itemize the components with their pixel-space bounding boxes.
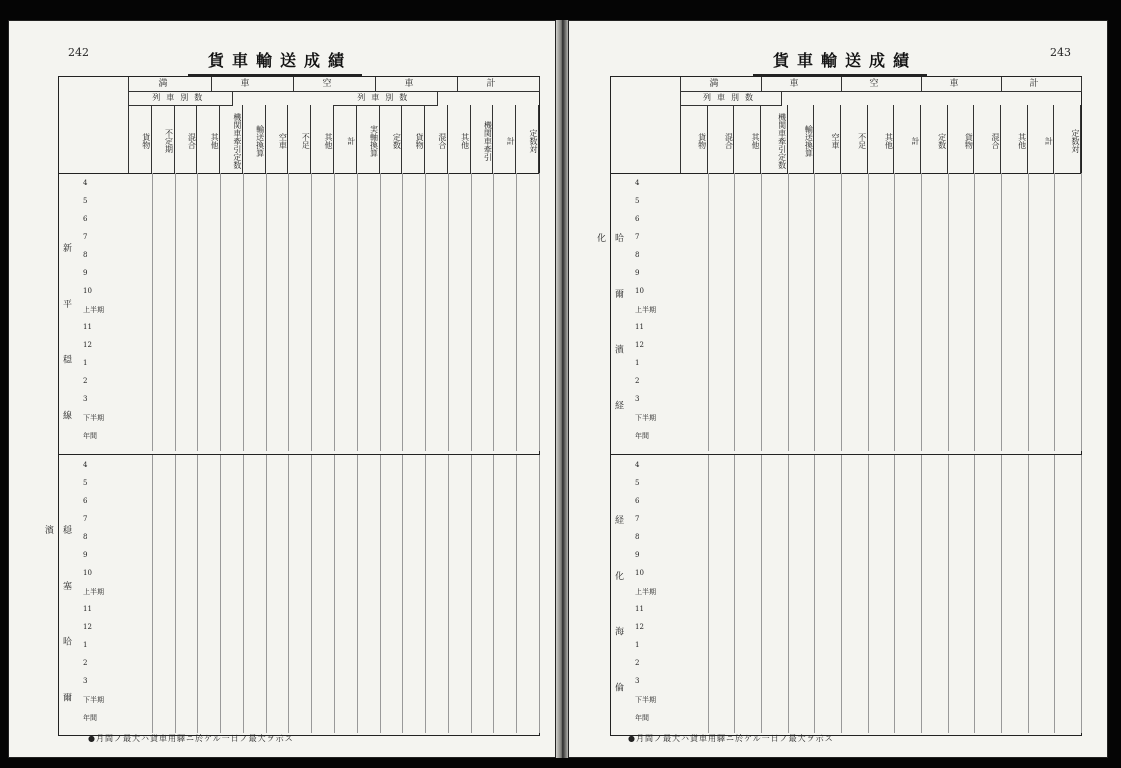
data-column bbox=[948, 173, 976, 451]
row-label: 11 bbox=[635, 605, 644, 613]
row-label: 11 bbox=[635, 323, 644, 331]
data-column bbox=[448, 173, 472, 451]
column-header: 貨物 bbox=[681, 105, 708, 173]
data-column bbox=[357, 173, 381, 451]
data-column bbox=[681, 455, 709, 733]
row-label: 3 bbox=[83, 395, 88, 403]
data-column bbox=[516, 173, 540, 451]
data-column bbox=[425, 173, 449, 451]
data-column bbox=[1028, 455, 1056, 733]
data-column bbox=[1001, 455, 1029, 733]
column-group-header: 計 bbox=[457, 77, 540, 92]
data-column bbox=[761, 455, 789, 733]
right-page bbox=[568, 20, 1108, 758]
data-column bbox=[197, 455, 221, 733]
row-label: 12 bbox=[635, 623, 644, 631]
column-subgroup-header: 列車別数 bbox=[681, 91, 782, 106]
row-label: 5 bbox=[635, 479, 640, 487]
column-header: 混合 bbox=[175, 105, 198, 173]
column-header: 定数 bbox=[921, 105, 948, 173]
row-label: 2 bbox=[635, 377, 640, 385]
data-column bbox=[243, 173, 267, 451]
column-header: 定数 bbox=[380, 105, 403, 173]
data-column bbox=[708, 173, 736, 451]
column-header: 空車 bbox=[814, 105, 841, 173]
row-label: 7 bbox=[635, 233, 640, 241]
row-label: 10 bbox=[635, 287, 644, 295]
row-header-corner bbox=[611, 77, 681, 173]
book-spine bbox=[556, 20, 568, 758]
data-column bbox=[129, 455, 153, 733]
footnote: ●月間ノ最大ハ貨車用驛ニ於ケル一日ノ最大ヲ示ス bbox=[628, 734, 834, 743]
data-column bbox=[493, 173, 517, 451]
column-header: 計 bbox=[493, 105, 516, 173]
row-label: 10 bbox=[83, 569, 92, 577]
row-label: 12 bbox=[83, 623, 92, 631]
row-label: 4 bbox=[635, 179, 640, 187]
data-table bbox=[595, 76, 1082, 736]
column-header: 混合 bbox=[425, 105, 448, 173]
column-header: 貨物 bbox=[948, 105, 975, 173]
row-label: 年間 bbox=[83, 432, 97, 440]
column-header: 其他 bbox=[311, 105, 334, 173]
column-header: 輸送換算 bbox=[788, 105, 815, 173]
data-column bbox=[868, 173, 896, 451]
row-label: 11 bbox=[83, 323, 92, 331]
data-column bbox=[894, 173, 922, 451]
row-label: 10 bbox=[83, 287, 92, 295]
column-header: 計 bbox=[1028, 105, 1055, 173]
data-column bbox=[380, 455, 404, 733]
row-label: 1 bbox=[635, 641, 640, 649]
data-column bbox=[288, 173, 312, 451]
page-number: 242 bbox=[68, 46, 89, 59]
page-title: 貨車輸送成績 bbox=[208, 48, 352, 71]
row-label: 6 bbox=[83, 497, 88, 505]
data-column bbox=[734, 173, 762, 451]
column-group-header: 車 bbox=[761, 77, 842, 92]
data-column bbox=[152, 173, 176, 451]
row-label: 7 bbox=[83, 515, 88, 523]
column-header: 混合 bbox=[974, 105, 1001, 173]
data-column bbox=[516, 455, 540, 733]
row-label: 5 bbox=[83, 479, 88, 487]
column-group-header: 満 bbox=[681, 77, 762, 92]
data-column bbox=[402, 455, 426, 733]
column-header: 実軸換算 bbox=[357, 105, 380, 173]
row-header-corner bbox=[59, 77, 129, 173]
column-header: 混合 bbox=[708, 105, 735, 173]
row-label: 4 bbox=[83, 461, 88, 469]
data-column bbox=[220, 173, 244, 451]
data-column bbox=[761, 173, 789, 451]
column-group-header: 車 bbox=[211, 77, 294, 92]
row-label: 1 bbox=[83, 641, 88, 649]
column-header: 計 bbox=[894, 105, 921, 173]
row-label: 9 bbox=[635, 551, 640, 559]
data-column bbox=[814, 455, 842, 733]
data-column bbox=[493, 455, 517, 733]
data-column bbox=[814, 173, 842, 451]
row-label: 10 bbox=[635, 569, 644, 577]
data-column bbox=[1001, 173, 1029, 451]
row-label: 上半期 bbox=[635, 306, 656, 314]
column-header: 貨物 bbox=[129, 105, 152, 173]
data-column bbox=[841, 455, 869, 733]
column-header: 機関車牽引 bbox=[471, 105, 494, 173]
section-label: 哈 爾 濱 経 化 bbox=[595, 233, 623, 432]
column-group-header: 空 bbox=[293, 77, 376, 92]
row-label: 6 bbox=[635, 497, 640, 505]
row-label: 12 bbox=[635, 341, 644, 349]
data-column bbox=[868, 455, 896, 733]
column-group-header: 計 bbox=[1001, 77, 1082, 92]
row-label: 7 bbox=[83, 233, 88, 241]
data-column bbox=[471, 173, 495, 451]
column-header: 貨物 bbox=[402, 105, 425, 173]
column-header: 空車 bbox=[266, 105, 289, 173]
data-column bbox=[448, 455, 472, 733]
data-column bbox=[288, 455, 312, 733]
section-label: 穏 塞 哈 爾 濱 bbox=[43, 525, 71, 724]
row-label: 8 bbox=[635, 251, 640, 259]
column-header: 其他 bbox=[1001, 105, 1028, 173]
data-column bbox=[425, 455, 449, 733]
row-label: 1 bbox=[83, 359, 88, 367]
row-label: 下半期 bbox=[635, 414, 656, 422]
left-page bbox=[8, 20, 556, 758]
data-column bbox=[402, 173, 426, 451]
row-label: 下半期 bbox=[635, 696, 656, 704]
footnote: ●月間ノ最大ハ貨車用驛ニ於ケル一日ノ最大ヲ示ス bbox=[88, 734, 294, 743]
column-header: 定数対 bbox=[516, 105, 539, 173]
column-header: 其他 bbox=[734, 105, 761, 173]
row-label: 7 bbox=[635, 515, 640, 523]
data-column bbox=[266, 173, 290, 451]
row-label: 3 bbox=[635, 677, 640, 685]
row-label: 年間 bbox=[635, 714, 649, 722]
data-column bbox=[311, 455, 335, 733]
row-label: 8 bbox=[83, 533, 88, 541]
row-label: 9 bbox=[635, 269, 640, 277]
data-column bbox=[266, 455, 290, 733]
column-header: 其他 bbox=[868, 105, 895, 173]
row-label: 6 bbox=[83, 215, 88, 223]
data-column bbox=[974, 173, 1002, 451]
row-label: 上半期 bbox=[83, 306, 104, 314]
data-column bbox=[841, 173, 869, 451]
data-column bbox=[788, 455, 816, 733]
data-column bbox=[175, 455, 199, 733]
data-column bbox=[220, 455, 244, 733]
row-label: 9 bbox=[83, 551, 88, 559]
page-number: 243 bbox=[1050, 46, 1071, 59]
table-header bbox=[59, 77, 539, 174]
data-column bbox=[1054, 455, 1082, 733]
column-group-header: 満 bbox=[129, 77, 212, 92]
row-label: 3 bbox=[83, 677, 88, 685]
row-label: 4 bbox=[635, 461, 640, 469]
data-column bbox=[334, 455, 358, 733]
data-column bbox=[1028, 173, 1056, 451]
row-label: 8 bbox=[635, 533, 640, 541]
data-column bbox=[681, 173, 709, 451]
row-label: 5 bbox=[635, 197, 640, 205]
data-column bbox=[357, 455, 381, 733]
data-column bbox=[311, 173, 335, 451]
section-label: 新 平 穏 線 bbox=[61, 243, 71, 442]
column-header: 不定期 bbox=[152, 105, 175, 173]
column-header: 機関車牽引定数 bbox=[761, 105, 788, 173]
row-label: 1 bbox=[635, 359, 640, 367]
data-column bbox=[152, 455, 176, 733]
row-label: 下半期 bbox=[83, 414, 104, 422]
row-label: 5 bbox=[83, 197, 88, 205]
data-column bbox=[894, 455, 922, 733]
section-label: 経 化 海 倫 bbox=[613, 515, 623, 714]
column-group-header: 空 bbox=[841, 77, 922, 92]
column-subgroup-header: 列車別数 bbox=[129, 91, 233, 106]
data-column bbox=[921, 455, 949, 733]
row-label: 3 bbox=[635, 395, 640, 403]
data-column bbox=[788, 173, 816, 451]
row-label: 2 bbox=[635, 659, 640, 667]
row-label: 9 bbox=[83, 269, 88, 277]
data-column bbox=[197, 173, 221, 451]
column-header: 不足 bbox=[841, 105, 868, 173]
data-table bbox=[43, 76, 540, 736]
row-label: 2 bbox=[83, 659, 88, 667]
data-column bbox=[243, 455, 267, 733]
data-column bbox=[974, 455, 1002, 733]
data-column bbox=[921, 173, 949, 451]
column-group-header: 車 bbox=[375, 77, 458, 92]
column-header: 輸送換算 bbox=[243, 105, 266, 173]
data-column bbox=[380, 173, 404, 451]
column-subgroup-header: 列車別数 bbox=[334, 91, 438, 106]
row-label: 年間 bbox=[83, 714, 97, 722]
row-label: 4 bbox=[83, 179, 88, 187]
column-header: 不足 bbox=[288, 105, 311, 173]
column-header: 其他 bbox=[448, 105, 471, 173]
data-column bbox=[175, 173, 199, 451]
column-header: 機関車牽引定数 bbox=[220, 105, 243, 173]
data-column bbox=[334, 173, 358, 451]
row-label: 8 bbox=[83, 251, 88, 259]
data-column bbox=[1054, 173, 1082, 451]
column-group-header: 車 bbox=[921, 77, 1002, 92]
row-label: 12 bbox=[83, 341, 92, 349]
row-label: 6 bbox=[635, 215, 640, 223]
row-label: 上半期 bbox=[635, 588, 656, 596]
column-header: 其他 bbox=[197, 105, 220, 173]
row-label: 下半期 bbox=[83, 696, 104, 704]
column-header: 計 bbox=[334, 105, 357, 173]
data-column bbox=[948, 455, 976, 733]
data-column bbox=[471, 455, 495, 733]
column-header: 定数対 bbox=[1054, 105, 1081, 173]
data-column bbox=[734, 455, 762, 733]
row-label: 年間 bbox=[635, 432, 649, 440]
row-label: 11 bbox=[83, 605, 92, 613]
data-column bbox=[129, 173, 153, 451]
row-label: 上半期 bbox=[83, 588, 104, 596]
table-header bbox=[611, 77, 1081, 174]
row-label: 2 bbox=[83, 377, 88, 385]
data-column bbox=[708, 455, 736, 733]
page-title: 貨車輸送成績 bbox=[773, 48, 917, 71]
